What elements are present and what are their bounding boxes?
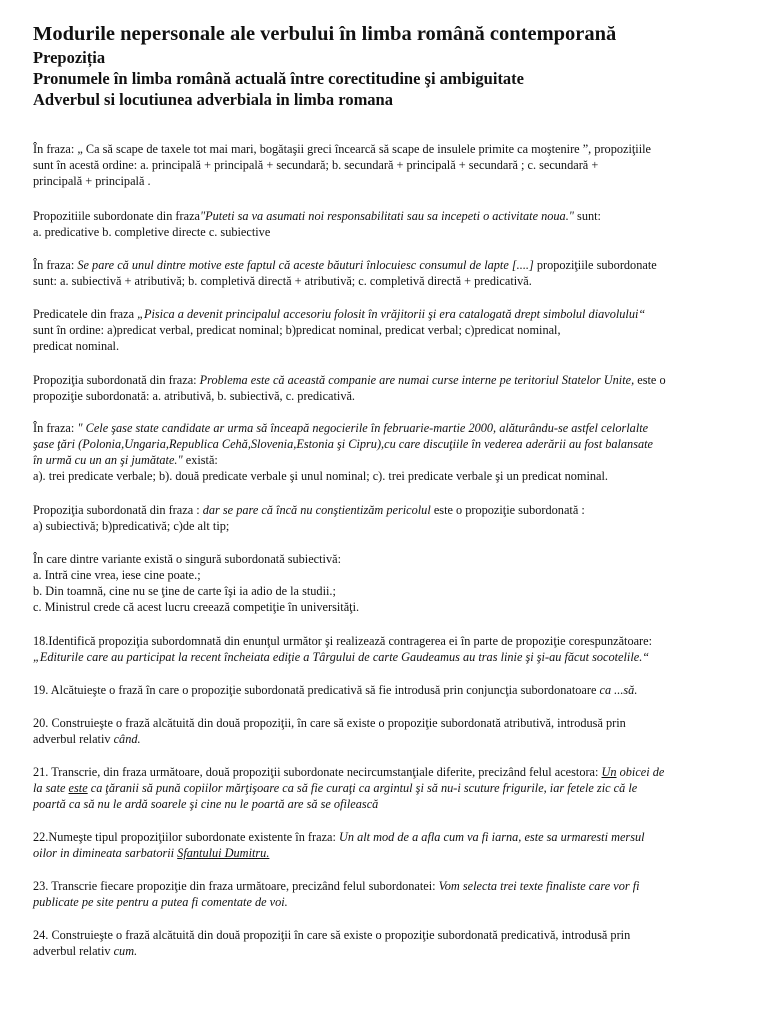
question-19 <box>33 682 745 698</box>
q6-quote-cont: şase ţări (Polonia,Ungaria,Republica Cehă,Slovenia,Estonia şi Cipru),cu care discuţiile în vederea aderării au fost balansate <box>33 437 654 452</box>
q6-quote-end: în urmă cu un an şi jumătate." <box>33 453 183 468</box>
q24-text-cont: adverbul relativ <box>33 944 114 959</box>
q20-adverb: când. <box>113 732 141 747</box>
q21-underlined-este: este <box>68 781 88 796</box>
q2-text-end: sunt: <box>573 209 601 223</box>
q8-text: În care dintre variante există o singură subordonată subiectivă: <box>33 552 341 566</box>
q1-text: În fraza: „ Ca să scape de taxele tot mai mari, bogătaşii greci încearcă să scape de insulele primite ca moştenire ”, propoziţiile <box>33 142 651 156</box>
q21-text: 21. Transcrie, din fraza următoare, două propoziţii subordonate necircumstanţiale diferite, precizând felul acestora: <box>33 765 602 779</box>
question-7 <box>33 502 745 534</box>
subtitle-pronumele: Pronumele în limba română actuală între corectitudine şi ambiguitate <box>33 69 525 88</box>
q4-text: Predicatele din fraza <box>33 307 138 321</box>
q5-text-end: este o <box>634 373 666 387</box>
q21-quote: obicei de <box>616 765 665 779</box>
q24-text: 24. Construieşte o frază alcătuită din două propoziţii în care să existe o propoziţie subordonată predicativă, introdusă prin <box>33 928 631 942</box>
question-23 <box>33 878 745 910</box>
subtitle-prepozitia: Prepoziția <box>33 48 106 67</box>
q20-text-cont: adverbul relativ <box>33 732 114 747</box>
q5-options: propoziţie subordonată: a. atributivă, b. subiectivă, c. predicativă. <box>33 389 356 404</box>
q19-conjunction: ca ...să. <box>599 683 638 697</box>
q21-quote-cont2: ca ţăranii să pună copiilor mărţişoare ca să fie curaţi ca argintul şi să nu-i scuture frigurile, iar fetele zic că le <box>87 781 638 796</box>
q4-quote: „Pisica a devenit principalul accesoriu folosit în vrăjitorii şi era catalogată drept simbolul diavolului“ <box>137 307 646 321</box>
question-18 <box>33 633 745 665</box>
q5-quote: Problema este că această companie are numai curse interne pe teritoriul Statelor Unite, <box>199 373 635 387</box>
subtitle-adverbul: Adverbul si locutiunea adverbiala in limba romana <box>33 90 393 109</box>
q22-quote: Un alt mod de a afla cum va fi iarna, este sa urmaresti mersul <box>338 830 645 844</box>
q21-underlined-un: Un <box>601 765 617 779</box>
q19-text: 19. Alcătuieşte o frază în care o propoziţie subordonată predicativă să fie introdusă prin conjuncţia subordonatoare <box>33 683 600 697</box>
q22-text: 22.Numeşte tipul propoziţiilor subordonate existente în fraza: <box>33 830 339 844</box>
q1-options-end: principală + principală . <box>33 174 151 189</box>
question-20 <box>33 715 745 747</box>
q3-text: În fraza: <box>33 258 78 272</box>
q8-option-a: a. Intră cine vrea, iese cine poate.; <box>33 568 201 583</box>
q23-text: 23. Transcrie fiecare propoziţie din fraza următoare, precizând felul subordonatei: <box>33 879 439 893</box>
q3-text-end: propoziţiile subordonate <box>533 258 657 272</box>
q6-quote: " Cele şase state candidate ar urma să înceapă negocierile în februarie-martie 2000, alăturându-se astfel celorlalte <box>77 421 649 435</box>
q4-options: sunt în ordine: a)predicat verbal, predicat nominal; b)predicat nominal, predicat verbal; c)predicat nominal, <box>33 323 561 338</box>
question-2 <box>33 208 745 240</box>
q22-underlined-name: Sfantului Dumitru. <box>177 846 270 861</box>
question-4 <box>33 306 745 354</box>
q20-text: 20. Construieşte o frază alcătuită din două propoziţii, în care să existe o propoziţie subordonată atributivă, introdusă prin <box>33 716 626 730</box>
title-block <box>33 22 753 110</box>
q1-options: sunt în acestă ordine: a. principală + principală + secundară; b. secundară + principală + secundară ; c. secundară + <box>33 158 599 173</box>
q3-quote: Se pare că unul dintre motive este faptul că aceste băuturi înlocuiesc consumul de lapte [....] <box>77 258 534 272</box>
question-8 <box>33 551 745 615</box>
q2-quote: "Puteti sa va asumati noi responsabilitati sau sa incepeti o activitate noua." <box>199 209 574 223</box>
question-1 <box>33 141 745 189</box>
q7-text-end: este o propoziţie subordonată : <box>430 503 585 517</box>
q7-options: a) subiectivă; b)predicativă; c)de alt tip; <box>33 519 230 534</box>
q18-quote: „Editurile care au participat la recent încheiata ediţie a Târgului de carte Gaudeamus au tras linie şi şi-au făcut socotelile.“ <box>33 650 650 665</box>
q7-quote: dar se pare că încă nu conştientizăm pericolul <box>202 503 431 517</box>
question-3 <box>33 257 745 289</box>
q5-text: Propoziţia subordonată din fraza: <box>33 373 200 387</box>
q18-text: 18.Identifică propoziţia subordomnată din enunţul următor şi realizează contragerea ei în parte de propoziţie corespunzătoare: <box>33 634 653 648</box>
q3-options: sunt: a. subiectivă + atributivă; b. completivă directă + atributivă; c. completivă directă + predicativă. <box>33 274 532 289</box>
q21-quote-cont: la sate <box>33 781 69 796</box>
q23-quote-end: publicate pe site pentru a putea fi comentate de voi. <box>33 895 288 910</box>
question-24 <box>33 927 745 959</box>
q4-options-end: predicat nominal. <box>33 339 120 354</box>
q2-options: a. predicative b. completive directe c. subiective <box>33 225 271 240</box>
question-5 <box>33 372 745 404</box>
q8-option-c: c. Ministrul crede că acest lucru creează competiţie în universităţi. <box>33 600 360 615</box>
q6-options: a). trei predicate verbale; b). două predicate verbale şi unul nominal; c). trei predicate verbale şi un predicat nominal. <box>33 469 608 484</box>
q23-quote: Vom selecta trei texte finaliste care vor fi <box>438 879 640 893</box>
q6-text: În fraza: <box>33 421 78 435</box>
q2-text: Propozitiile subordonate din fraza <box>33 209 200 223</box>
question-6 <box>33 420 745 484</box>
q7-text: Propoziţia subordonată din fraza : <box>33 503 203 517</box>
q24-adverb: cum. <box>113 944 138 959</box>
q6-text-end: există: <box>182 453 218 468</box>
question-21 <box>33 764 745 812</box>
q22-quote-cont: oilor in dimineata sarbatorii <box>33 846 178 861</box>
document-title: Modurile nepersonale ale verbului în limba română contemporană <box>33 23 617 45</box>
q8-option-b: b. Din toamnă, cine nu se ţine de carte îşi ia adio de la studii.; <box>33 584 336 599</box>
q21-quote-end: poartă ca să nu le ardă soarele şi cine nu le poartă are să se ofilească <box>33 797 379 812</box>
question-22 <box>33 829 745 861</box>
